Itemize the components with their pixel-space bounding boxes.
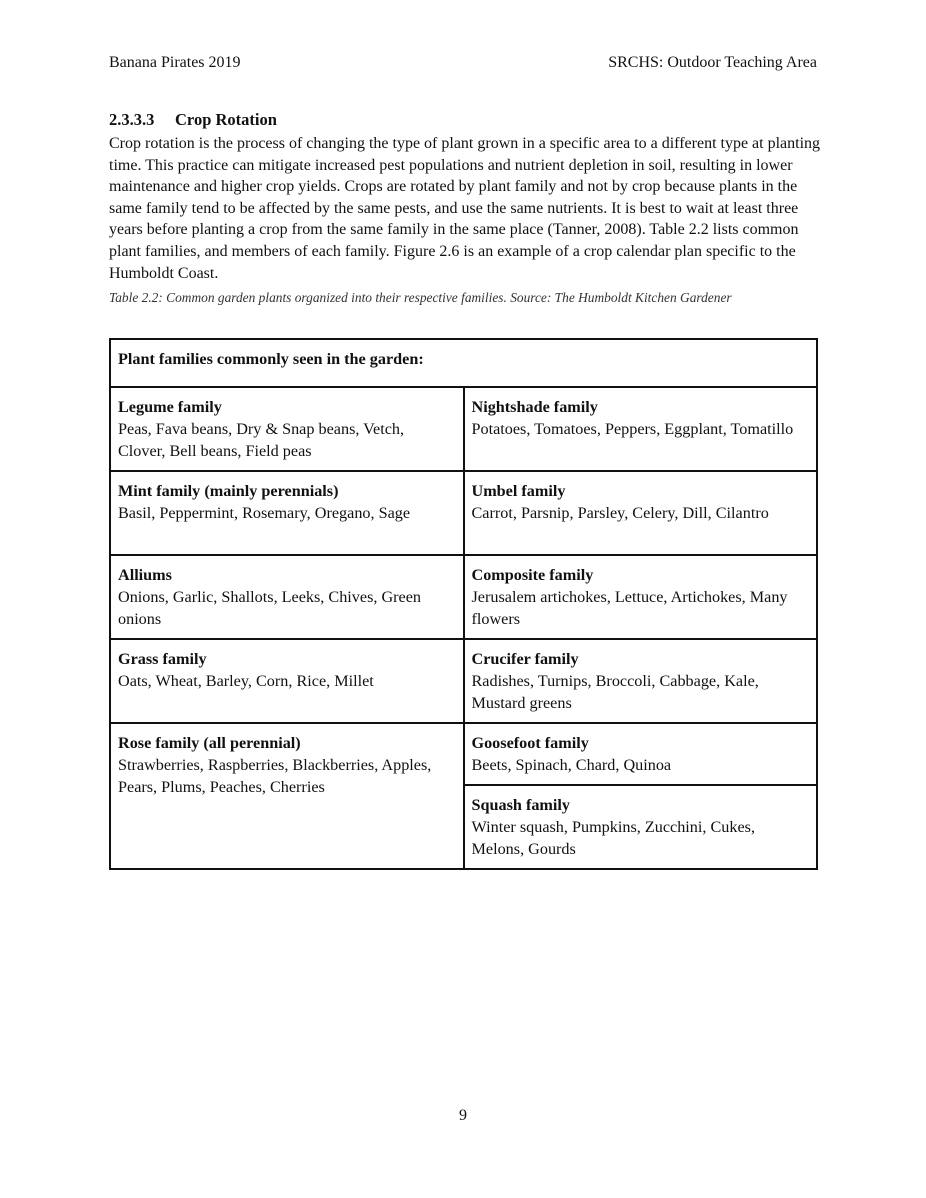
family-members: Onions, Garlic, Shallots, Leeks, Chives, Green onions — [118, 588, 422, 628]
family-cell-umbel — [464, 471, 818, 555]
family-members: Potatoes, Tomatoes, Peppers, Eggplant, Tomatillo — [471, 420, 794, 438]
family-name: Rose family (all perennial) — [118, 734, 301, 752]
section-body-paragraph: Crop rotation is the process of changing the type of plant grown in a specific area to a different type at planting time. This practice can mitigate increased pest populations and nutrient depletion in soil, resulting in lower maintenance and higher crop yields. Crops are rotated by plant family and not by crop because plants in the same family tend to be affected by the same pests, and use the same nutrients. It is best to wait at least three years before planting a crop from the same family in the same place (Tanner, 2008). Table 2.2 lists common plant families, and members of each family. Figure 2.6 is an example of a crop calendar plan specific to the Humboldt Coast. — [109, 135, 821, 282]
family-name: Alliums — [118, 566, 172, 584]
table-row — [110, 639, 817, 723]
family-name: Goosefoot family — [471, 734, 589, 752]
family-cell-crucifer — [464, 639, 818, 723]
family-name: Mint family (mainly perennials) — [118, 482, 339, 500]
family-cell-mint — [110, 471, 464, 555]
section-heading — [109, 110, 277, 130]
family-name: Crucifer family — [471, 650, 579, 668]
family-name: Legume family — [118, 398, 222, 416]
family-members: Beets, Spinach, Chard, Quinoa — [471, 756, 672, 774]
family-cell-rose — [110, 723, 464, 869]
family-members: Carrot, Parsnip, Parsley, Celery, Dill, Cilantro — [471, 504, 769, 522]
family-name: Composite family — [471, 566, 594, 584]
running-header-left: Banana Pirates 2019 — [109, 54, 241, 71]
family-cell-composite — [464, 555, 818, 639]
family-members: Winter squash, Pumpkins, Zucchini, Cukes, Melons, Gourds — [471, 818, 756, 858]
table-row — [110, 471, 817, 555]
table-caption: Table 2.2: Common garden plants organized into their respective families. Source: The Humboldt Kitchen Gardener — [109, 290, 732, 305]
family-name: Umbel family — [471, 482, 566, 500]
family-cell-nightshade — [464, 387, 818, 471]
family-members: Radishes, Turnips, Broccoli, Cabbage, Kale, Mustard greens — [471, 672, 759, 712]
family-name: Grass family — [118, 650, 207, 668]
family-cell-goosefoot — [464, 723, 818, 785]
family-members: Strawberries, Raspberries, Blackberries, Apples, Pears, Plums, Peaches, Cherries — [118, 756, 432, 796]
family-name: Nightshade family — [471, 398, 598, 416]
table-row — [110, 387, 817, 471]
table-title: Plant families commonly seen in the garden: — [110, 339, 817, 387]
family-cell-legume — [110, 387, 464, 471]
table-title-row — [110, 339, 817, 387]
family-members: Peas, Fava beans, Dry & Snap beans, Vetch, Clover, Bell beans, Field peas — [118, 420, 405, 460]
family-cell-alliums — [110, 555, 464, 639]
family-name: Squash family — [471, 796, 571, 814]
page-number: 9 — [459, 1107, 467, 1124]
family-cell-grass — [110, 639, 464, 723]
table-row — [110, 723, 817, 785]
family-cell-squash — [464, 785, 818, 869]
table-row — [110, 555, 817, 639]
running-header-right: SRCHS: Outdoor Teaching Area — [608, 54, 817, 71]
plant-families-table — [109, 338, 818, 870]
family-members: Jerusalem artichokes, Lettuce, Artichokes, Many flowers — [471, 588, 788, 628]
section-title: Crop Rotation — [175, 110, 277, 129]
family-members: Basil, Peppermint, Rosemary, Oregano, Sage — [118, 504, 411, 522]
section-number: 2.3.3.3 — [109, 110, 155, 129]
family-members: Oats, Wheat, Barley, Corn, Rice, Millet — [118, 672, 374, 690]
